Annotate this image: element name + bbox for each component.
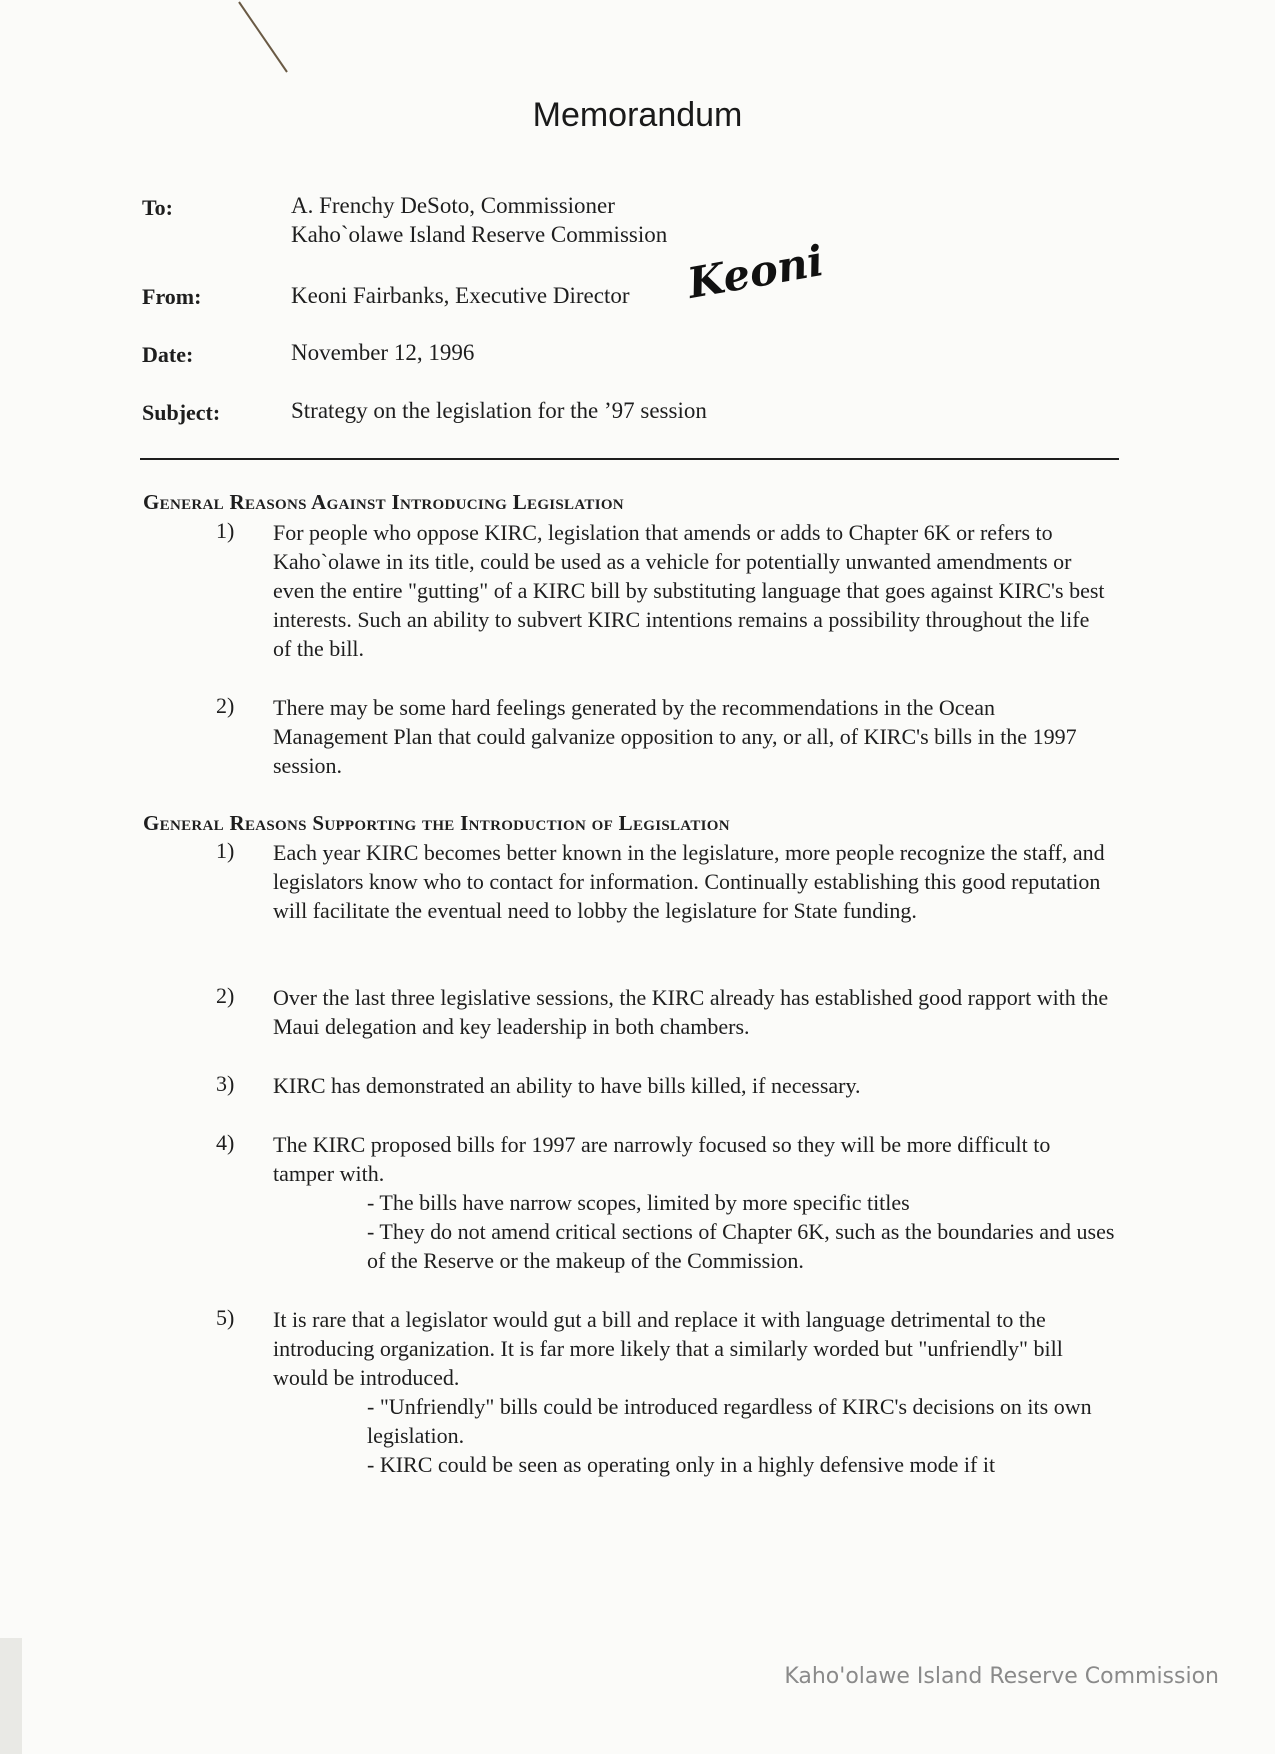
list-item-text: There may be some hard feelings generated by the recommendations in the Ocean Management Plan that could galvanize opposition to any, or all, of KIRC's bills in the 1997 session. <box>273 695 1077 778</box>
sub-item-text: - KIRC could be seen as operating only in a highly defensive mode if it <box>367 1452 996 1477</box>
list-item-number: 2) <box>216 693 235 718</box>
subject-value: Strategy on the legislation for the ’97 session <box>291 398 707 423</box>
svg-text:Keoni: Keoni <box>683 235 828 308</box>
date-label: Date: <box>142 342 194 367</box>
subject-label: Subject: <box>142 400 221 425</box>
sub-item-text: - The bills have narrow scopes, limited by more specific titles <box>367 1190 910 1215</box>
pen-mark <box>235 0 295 80</box>
list-item-text: The KIRC proposed bills for 1997 are narrowly focused so they will be more difficult to tamper with. <box>273 1132 1051 1186</box>
header-divider <box>140 458 1119 460</box>
to-line-1: A. Frenchy DeSoto, Commissioner <box>291 193 615 218</box>
sub-item-text: - They do not amend critical sections of Chapter 6K, such as the boundaries and uses of the Reserve or the makeup of the Commission. <box>367 1219 1115 1273</box>
list-item-text: Over the last three legislative sessions, the KIRC already has established good rapport with the Maui delegation and key leadership in both chambers. <box>273 985 1109 1039</box>
list-item-number: 5) <box>216 1305 235 1330</box>
list-item-number: 2) <box>216 983 235 1008</box>
to-label: To: <box>142 195 173 220</box>
list-item-number: 4) <box>216 1130 235 1155</box>
handwritten-signature <box>683 235 828 312</box>
list-item-text: It is rare that a legislator would gut a bill and replace it with language detrimental to the introducing organization. It is far more likely that a similarly worded but "unfriendly" bill would be introduced. <box>273 1307 1063 1390</box>
section-heading-against: General Reasons Against Introducing Legislation <box>143 490 624 514</box>
sub-item-text: - "Unfriendly" bills could be introduced regardless of KIRC's decisions on its own legislation. <box>367 1394 1092 1448</box>
to-line-2: Kaho`olawe Island Reserve Commission <box>291 222 668 247</box>
date-value: November 12, 1996 <box>291 340 475 365</box>
list-item-text: KIRC has demonstrated an ability to have bills killed, if necessary. <box>273 1073 861 1098</box>
list-item-text: Each year KIRC becomes better known in the legislature, more people recognize the staff, and legislators know who to contact for information. Continually establishing this good reputation will facilitate the eventual need to lobby the legislature for State funding. <box>273 840 1105 923</box>
memo-title: Memorandum <box>532 96 743 134</box>
from-value: Keoni Fairbanks, Executive Director <box>291 283 630 308</box>
scan-edge <box>0 1638 22 1754</box>
footer-watermark: Kaho'olawe Island Reserve Commission <box>784 1664 1219 1689</box>
list-item-number: 3) <box>216 1071 235 1096</box>
list-item-number: 1) <box>216 518 235 543</box>
from-label: From: <box>142 284 202 309</box>
list-item-number: 1) <box>216 838 235 863</box>
section-heading-supporting: General Reasons Supporting the Introduction of Legislation <box>143 811 730 835</box>
list-item-text: For people who oppose KIRC, legislation that amends or adds to Chapter 6K or refers to Kaho`olawe in its title, could be used as a vehicle for potentially unwanted amendments or even the entire "gutting" of a KIRC bill by substituting language that goes against KIRC's best interests. Such an ability to subvert KIRC intentions remains a possibility throughout the life of the bill. <box>273 520 1105 661</box>
